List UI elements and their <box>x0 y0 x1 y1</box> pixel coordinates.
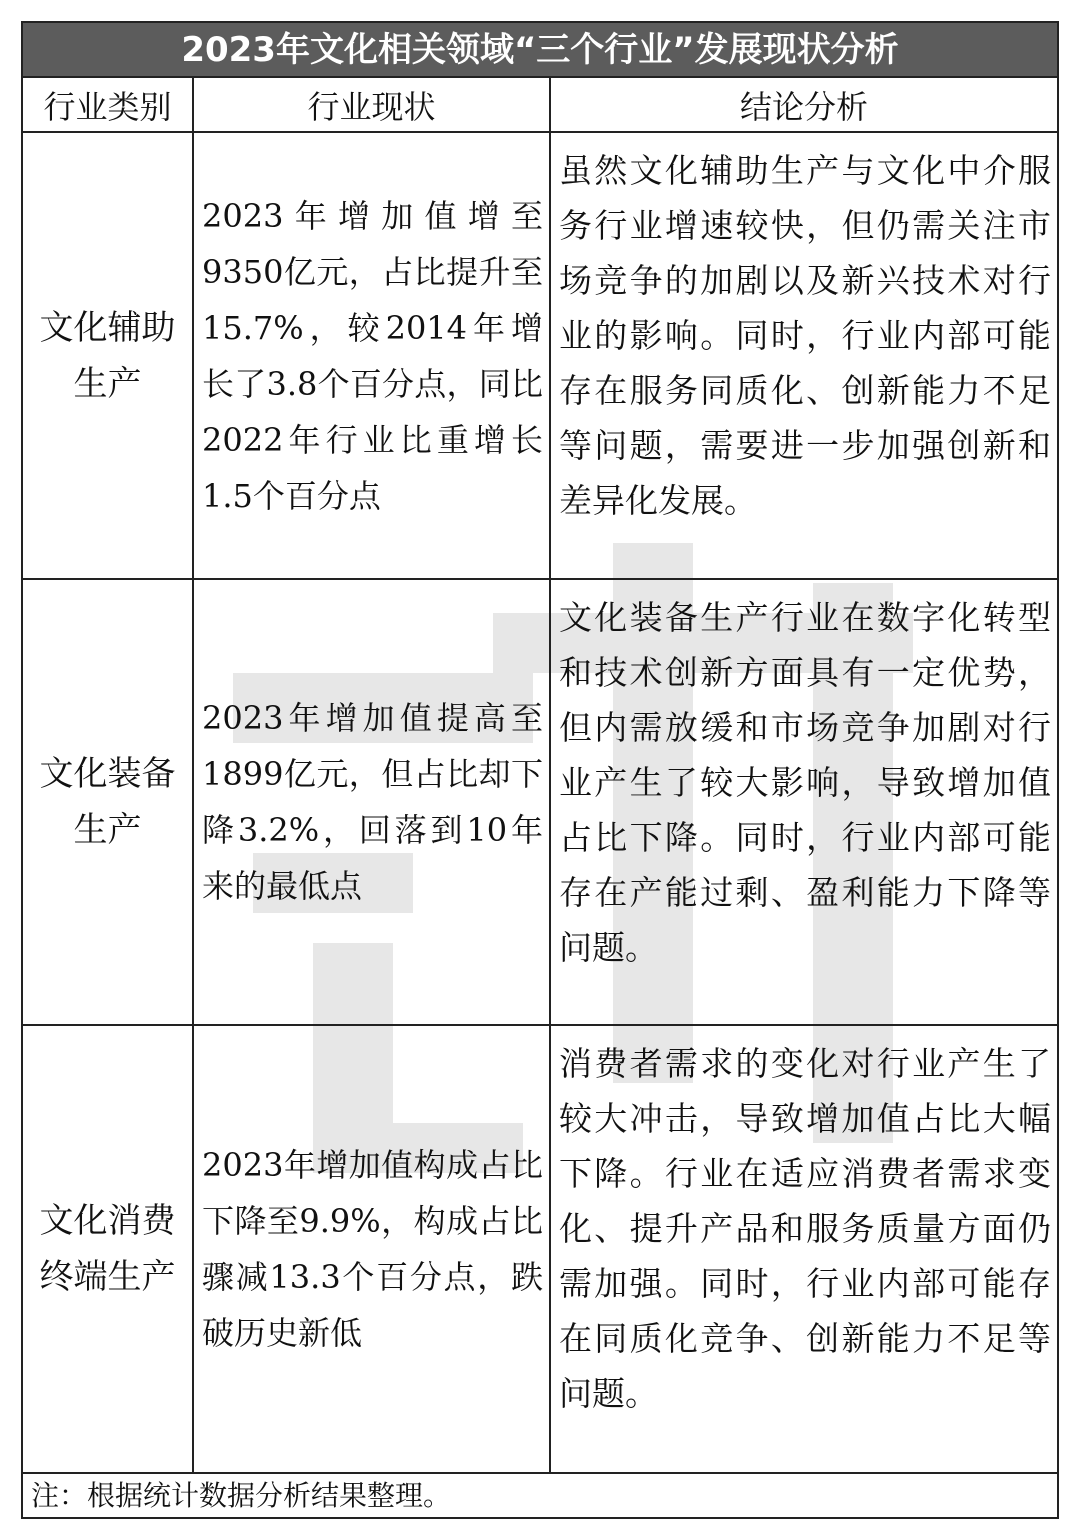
table-title: 2023年文化相关领域“三个行业”发展现状分析 <box>23 23 1057 78</box>
row-category: 文化装备生产 <box>39 754 176 850</box>
header-category: 行业类别 <box>43 87 172 126</box>
row-category: 文化辅助生产 <box>39 307 176 404</box>
row-category: 文化消费终端生产 <box>39 1201 176 1297</box>
row-status: 2023年增加值提高至1899亿元，但占比却下降3.2%，回落到10年来的最低点 <box>202 699 543 905</box>
table-note: 注：根据统计数据分析结果整理。 <box>31 1478 452 1512</box>
row-status: 2023年增加值构成占比下降至9.9%，构成占比骤减13.3个百分点，跌破历史新低 <box>202 1146 543 1352</box>
row-conclusion: 虽然文化辅助生产与文化中介服务行业增速较快，但仍需关注市场竞争的加剧以及新兴技术对行业的影响。同时，行业内部可能存在服务同质化、创新能力不足等问题，需要进一步加强创新和差异化发展。 <box>559 151 1051 520</box>
row-conclusion: 文化装备生产行业在数字化转型和技术创新方面具有一定优势，但内需放缓和市场竞争加剧对行业产生了较大影响，导致增加值占比下降。同时，行业内部可能存在产能过剩、盈利能力下降等问题。 <box>559 598 1051 967</box>
row-conclusion: 消费者需求的变化对行业产生了较大冲击，导致增加值占比大幅下降。行业在适应消费者需求变化、提升产品和服务质量方面仍需加强。同时，行业内部可能存在同质化竞争、创新能力不足等问题。 <box>559 1044 1051 1413</box>
row-status: 2023年增加值增至9350亿元，占比提升至15.7%，较2014年增长了3.8个百分点，同比2022年行业比重增长1.5个百分点 <box>202 196 543 515</box>
header-status: 行业现状 <box>307 87 436 126</box>
analysis-table <box>21 21 1059 1519</box>
header-conclusion: 结论分析 <box>739 87 868 126</box>
